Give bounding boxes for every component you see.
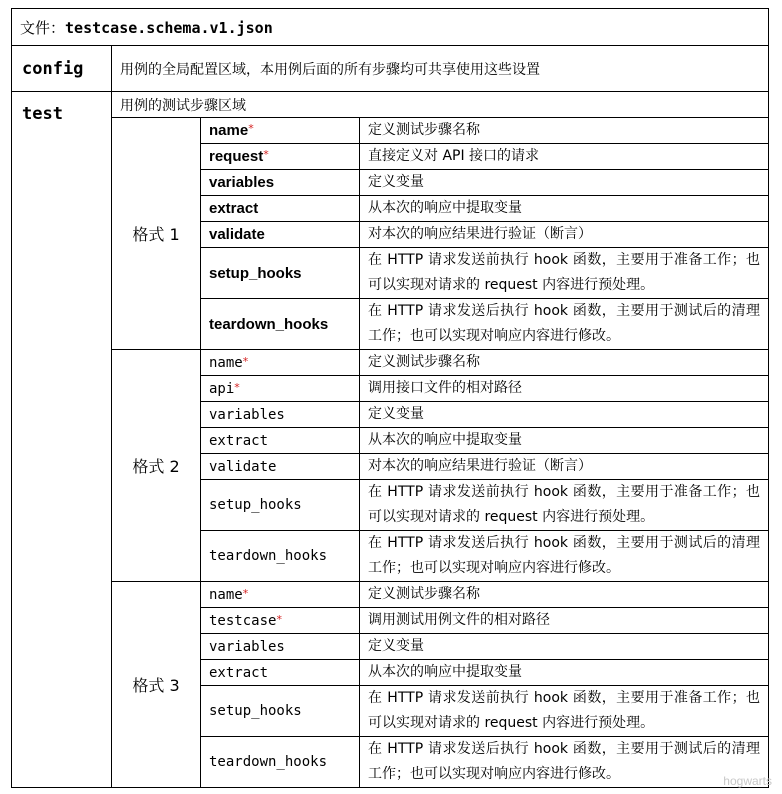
field-key-cell [201, 196, 360, 222]
field-key-cell [201, 118, 360, 144]
field-desc: 定义变量 [360, 634, 769, 660]
field-desc: 对本次的响应结果进行验证（断言） [360, 454, 769, 480]
field-key: name [209, 354, 243, 371]
required-marker: * [234, 380, 240, 394]
field-key: variables [209, 174, 275, 191]
field-key: name [209, 122, 249, 139]
field-key: setup_hooks [209, 264, 302, 282]
field-key-cell [201, 480, 360, 531]
field-desc: 在 HTTP 请求发送后执行 hook 函数，主要用于测试后的清理工作；也可以实现对响应内容进行修改。 [360, 299, 769, 350]
field-key-cell [201, 608, 360, 634]
field-key: teardown_hooks [209, 548, 328, 564]
required-marker: * [263, 148, 269, 161]
format-label: 格式 3 [112, 582, 201, 788]
field-key-cell [201, 248, 360, 299]
required-marker: * [248, 122, 254, 135]
field-desc: 从本次的响应中提取变量 [360, 428, 769, 454]
field-key: name [209, 586, 243, 603]
required-marker: * [242, 354, 249, 368]
field-desc: 在 HTTP 请求发送后执行 hook 函数，主要用于测试后的清理工作；也可以实现对响应内容进行修改。 [360, 737, 769, 788]
field-key: testcase [209, 612, 277, 629]
test-name: test [12, 92, 112, 788]
field-key: extract [209, 200, 259, 217]
test-header-row [12, 92, 769, 118]
field-key-cell [201, 686, 360, 737]
field-desc: 在 HTTP 请求发送前执行 hook 函数，主要用于准备工作；也可以实现对请求的 request 内容进行预处理。 [360, 686, 769, 737]
field-key: validate [209, 458, 277, 475]
field-desc: 定义变量 [360, 402, 769, 428]
field-key-cell [201, 144, 360, 170]
field-key-cell [201, 454, 360, 480]
field-key: setup_hooks [209, 703, 302, 719]
test-desc: 用例的测试步骤区域 [112, 92, 769, 118]
field-desc: 定义测试步骤名称 [360, 582, 769, 608]
field-desc: 直接定义对 API 接口的请求 [360, 144, 769, 170]
config-desc: 用例的全局配置区域，本用例后面的所有步骤均可共享使用这些设置 [112, 46, 769, 92]
format-label: 格式 2 [112, 350, 201, 582]
field-key: variables [209, 638, 285, 655]
field-key: teardown_hooks [209, 754, 328, 770]
field-desc: 在 HTTP 请求发送前执行 hook 函数，主要用于准备工作；也可以实现对请求的 request 内容进行预处理。 [360, 248, 769, 299]
field-desc: 对本次的响应结果进行验证（断言） [360, 222, 769, 248]
title-cell [12, 9, 769, 46]
field-desc: 定义变量 [360, 170, 769, 196]
field-row [12, 350, 769, 376]
schema-table-body [12, 9, 769, 788]
field-key-cell [201, 222, 360, 248]
field-row [12, 118, 769, 144]
file-label: 文件： [20, 18, 66, 37]
field-key-cell [201, 531, 360, 582]
field-key-cell [201, 428, 360, 454]
schema-document [11, 8, 768, 788]
field-desc: 定义测试步骤名称 [360, 118, 769, 144]
watermark: hogwarts [723, 774, 772, 788]
field-key-cell [201, 634, 360, 660]
field-key: validate [209, 226, 265, 243]
field-desc: 调用测试用例文件的相对路径 [360, 608, 769, 634]
file-name: testcase.schema.v1.json [65, 18, 273, 37]
field-desc: 定义测试步骤名称 [360, 350, 769, 376]
format-label: 格式 1 [112, 118, 201, 350]
field-row [12, 582, 769, 608]
required-marker: * [276, 612, 282, 626]
field-key-cell [201, 737, 360, 788]
field-key: extract [209, 432, 269, 449]
field-desc: 从本次的响应中提取变量 [360, 196, 769, 222]
field-key-cell [201, 660, 360, 686]
title-row [12, 9, 769, 46]
field-key-cell [201, 170, 360, 196]
config-row [12, 46, 769, 92]
schema-table [11, 8, 769, 788]
field-key: teardown_hooks [209, 315, 329, 333]
field-key-cell [201, 376, 360, 402]
field-key-cell [201, 350, 360, 376]
field-desc: 在 HTTP 请求发送后执行 hook 函数，主要用于测试后的清理工作；也可以实现对响应内容进行修改。 [360, 531, 769, 582]
field-key: extract [209, 664, 269, 681]
field-key-cell [201, 299, 360, 350]
field-desc: 从本次的响应中提取变量 [360, 660, 769, 686]
field-key-cell [201, 582, 360, 608]
field-key: setup_hooks [209, 497, 302, 513]
field-desc: 调用接口文件的相对路径 [360, 376, 769, 402]
field-key: request [209, 148, 264, 165]
field-key: variables [209, 406, 285, 423]
required-marker: * [242, 586, 249, 600]
field-desc: 在 HTTP 请求发送前执行 hook 函数，主要用于准备工作；也可以实现对请求的 request 内容进行预处理。 [360, 480, 769, 531]
config-name: config [12, 46, 112, 92]
field-key: api [209, 380, 235, 397]
field-key-cell [201, 402, 360, 428]
